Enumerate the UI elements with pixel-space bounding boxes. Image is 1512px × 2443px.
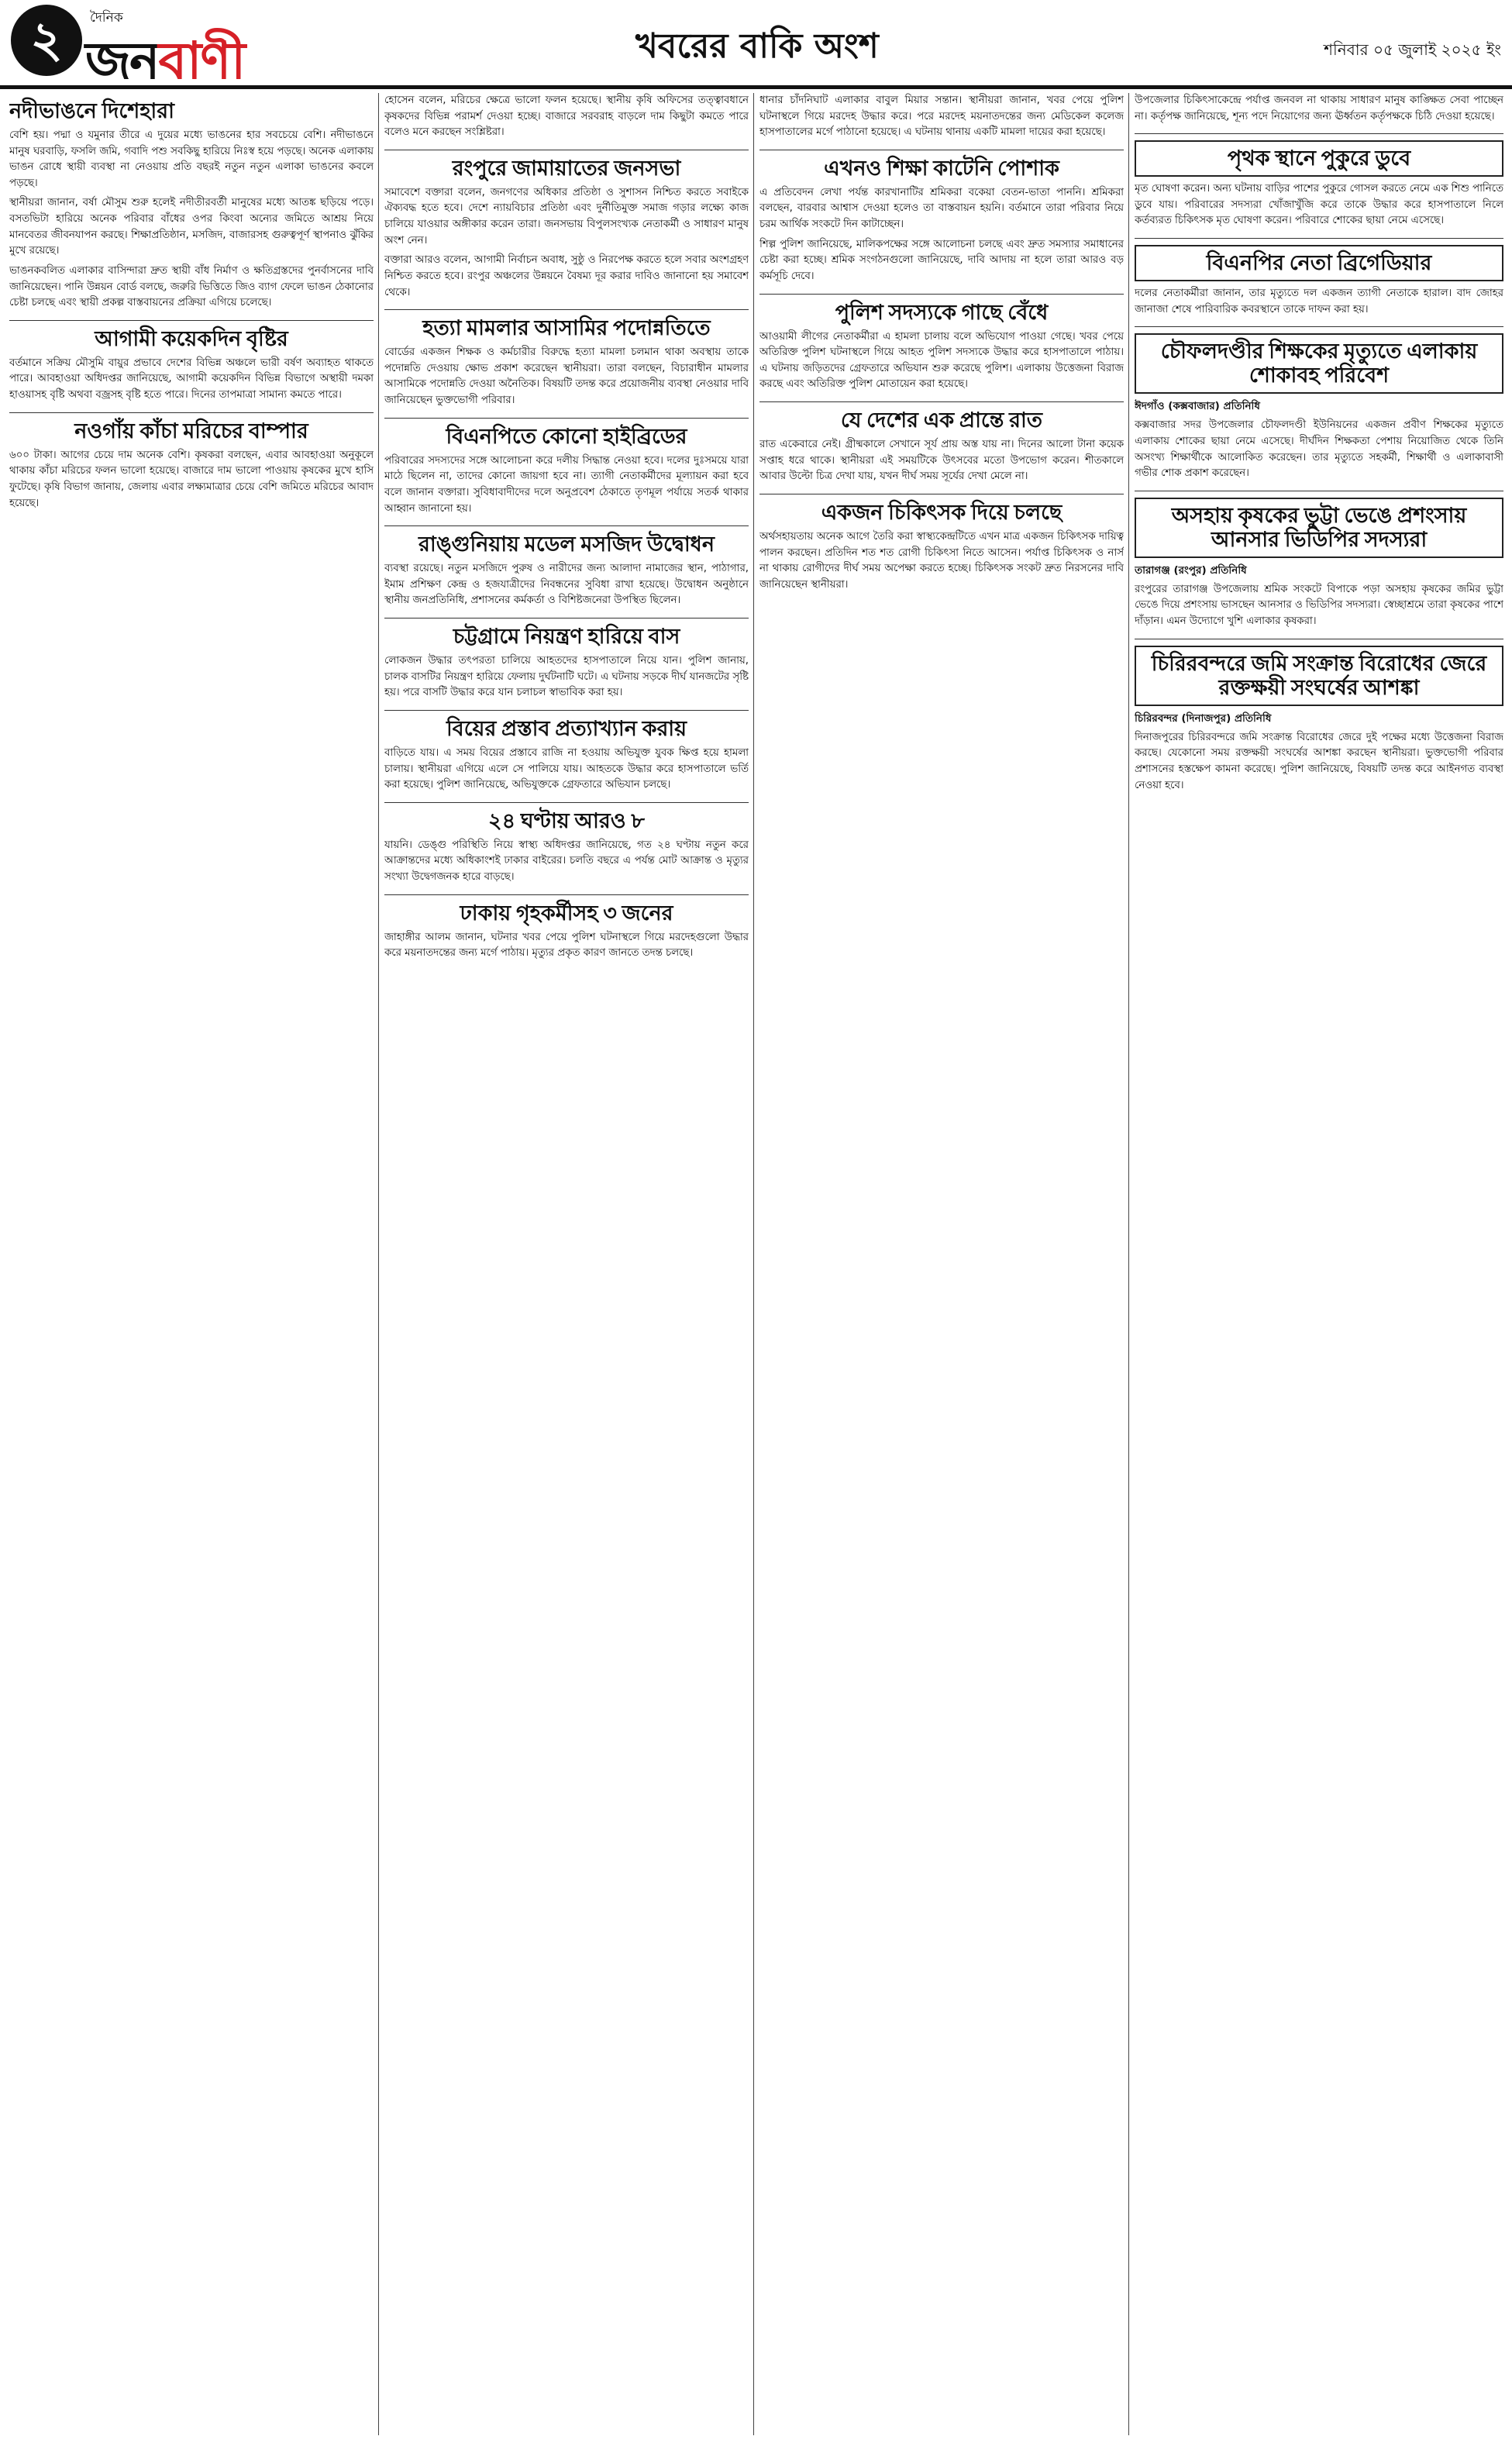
article-byline: তারাগঞ্জ (রংপুর) প্রতিনিধি — [1135, 563, 1247, 577]
column-2 — [384, 93, 749, 2435]
article-headline: পৃথক স্থানে পুকুরে ডুবে — [1135, 140, 1503, 177]
article-body: বাড়িতে যায়। এ সময় বিয়ের প্রস্তাবে রাজি না হওয়ায় অভিযুক্ত যুবক ক্ষিপ্ত হয়ে হামলা চালায়। স্থানীয়রা এগিয়ে এলে সে পালিয়ে যায়। আহতকে উদ্ধার করে হাসপাতালে ভর্তি করা হয়েছে। পুলিশ জানিয়েছে, অভিযুক্তকে গ্রেফতারে অভিযান চলছে। — [384, 746, 749, 791]
article-body: এ প্রতিবেদন লেখা পর্যন্ত কারখানাটির শ্রমিকরা বকেয়া বেতন-ভাতা পাননি। শ্রমিকরা বলছেন, বারবার আশ্বাস দেওয়া হলেও তা বাস্তবায়ন হয়নি। বর্তমানে তারা পরিবার নিয়ে চরম আর্থিক সংকটে দিন কাটাচ্ছেন। — [759, 186, 1124, 231]
daily-label: দৈনিক — [90, 10, 123, 26]
article-teacher-death — [1135, 333, 1503, 491]
column-divider — [1128, 93, 1129, 2435]
article-headline: ঢাকায় গৃহকর্মীসহ ৩ জনের — [460, 901, 673, 925]
article-dengue — [384, 809, 749, 895]
page-number: ২ — [11, 5, 82, 76]
column-divider — [753, 93, 754, 2435]
article-body: রংপুরের তারাগঞ্জ উপজেলায় শ্রমিক সংকটে বিপাকে পড়া অসহায় কৃষকের জমির ভুট্টা ভেঙে দিয়ে প্রশংসায় ভাসছেন আনসার ও ভিডিপির সদস্যরা। স্বেচ্ছাশ্রমে তারা কৃষকের পাশে দাঁড়ান। এমন উদ্যোগে খুশি এলাকার কৃষকরা। — [1135, 583, 1503, 628]
article-rain-forecast — [9, 327, 374, 413]
article-continuation — [384, 93, 749, 150]
article-bnp-hybrid — [384, 425, 749, 526]
article-headline: চিরিরবন্দরে জমি সংক্রান্ত বিরোধের জেরে রক্তক্ষয়ী সংঘর্ষের আশঙ্কা — [1135, 646, 1503, 706]
article-body: ধানার চাঁদনিঘাট এলাকার বাবুল মিয়ার সন্তান। স্থানীয়রা জানান, খবর পেয়ে পুলিশ ঘটনাস্থলে গিয়ে মরদেহ উদ্ধার করে। পরে মরদেহ ময়নাতদন্তের জন্য মেডিকেল কলেজ হাসপাতালের মর্গে পাঠানো হয়েছে। এ ঘটনায় থানায় একটি মামলা দায়ের করা হয়েছে। — [759, 95, 1124, 139]
article-ansar-vdp — [1135, 498, 1503, 639]
article-dhaka-deaths — [384, 901, 749, 970]
article-body: বক্তারা আরও বলেন, আগামী নির্বাচন অবাধ, সুষ্ঠু ও নিরপেক্ষ করতে হলে সবার অংশগ্রহণ নিশ্চিত করতে হবে। রংপুর অঞ্চলের উন্নয়নে বৈষম্য দূর করার দাবিও জানানো হয় সমাবেশ থেকে। — [384, 254, 749, 298]
article-byline: চিরিরবন্দর (দিনাজপুর) প্রতিনিধি — [1135, 712, 1272, 725]
article-bus-accident — [384, 625, 749, 711]
article-body: বর্তমানে সক্রিয় মৌসুমি বায়ুর প্রভাবে দেশের বিভিন্ন অঞ্চলে ভারী বর্ষণ অব্যাহত থাকতে পারে। আবহাওয়া অধিদপ্তর জানিয়েছে, আগামী কয়েকদিন বিভিন্ন বিভাগে অস্থায়ী দমকা হাওয়াসহ বৃষ্টি অথবা বজ্রসহ বৃষ্টি হতে পারে। দিনের তাপমাত্রা সামান্য কমতে পারে। — [9, 357, 374, 401]
article-rangpur-rally — [384, 157, 749, 310]
article-headline: ২৪ ঘণ্টায় আরও ৮ — [488, 808, 645, 832]
column-1 — [9, 93, 374, 2435]
article-headline: পুলিশ সদস্যকে গাছে বেঁধে — [835, 300, 1049, 324]
article-body: আওয়ামী লীগের নেতাকর্মীরা এ হামলা চালায় বলে অভিযোগ পাওয়া গেছে। খবর পেয়ে অতিরিক্ত পুলিশ ঘটনাস্থলে গিয়ে আহত পুলিশ সদস্যকে উদ্ধার করে হাসপাতালে পাঠায়। এ ঘটনায় জড়িতদের গ্রেফতারে অভিযান শুরু করেছে পুলিশ। এলাকায় উত্তেজনা বিরাজ করছে এবং অতিরিক্ত পুলিশ মোতায়েন করা হয়েছে। — [759, 330, 1124, 391]
article-body: ভাঙনকবলিত এলাকার বাসিন্দারা দ্রুত স্থায়ী বাঁধ নির্মাণ ও ক্ষতিগ্রস্তদের পুনর্বাসনের দাবি জানিয়েছেন। পানি উন্নয়ন বোর্ড বলছে, জরুরি ভিত্তিতে জিও ব্যাগ ফেলে ভাঙন ঠেকানোর চেষ্টা চলছে এবং স্থায়ী প্রকল্প বাস্তবায়নের প্রক্রিয়া এগিয়ে চলেছে। — [9, 264, 374, 309]
article-headline: নওগাঁয় কাঁচা মরিচের বাম্পার — [74, 419, 308, 443]
article-body: ৬০০ টাকা। আগের চেয়ে দাম অনেক বেশি। কৃষকরা বলছেন, এবার আবহাওয়া অনুকূলে থাকায় কাঁচা মরিচের ফলন ভালো হয়েছে। বাজারে দাম ভালো পাওয়ায় কৃষকের মুখে হাসি ফুটেছে। কৃষি বিভাগ জানায়, জেলায় এবার লক্ষ্যমাত্রার চেয়ে বেশি জমিতে মরিচের আবাদ হয়েছে। — [9, 449, 374, 509]
article-body: অর্থসহায়তায় অনেক আগে তৈরি করা স্বাস্থ্যকেন্দ্রটিতে এখন মাত্র একজন চিকিৎসক দায়িত্ব পালন করছেন। প্রতিদিন শত শত রোগী চিকিৎসা নিতে আসেন। পর্যাপ্ত চিকিৎসক ও নার্স না থাকায় রোগীদের দীর্ঘ সময় অপেক্ষা করতে হচ্ছে। চিকিৎসক সংকট দ্রুত নিরসনের দাবি জানিয়েছেন স্থানীয়রা। — [759, 530, 1124, 591]
article-body: কক্সবাজার সদর উপজেলার চৌফলদণ্ডী ইউনিয়নের একজন প্রবীণ শিক্ষকের মৃত্যুতে এলাকায় শোকের ছায়া নেমে এসেছে। দীর্ঘদিন শিক্ষকতা পেশায় নিয়োজিত থেকে তিনি অসংখ্য শিক্ষার্থীকে আলোকিত করেছেন। তার মৃত্যুতে সহকর্মী, শিক্ষার্থী ও এলাকাবাসী গভীর শোক প্রকাশ করেছেন। — [1135, 419, 1503, 480]
article-garment-workers — [759, 157, 1124, 295]
logo-part2: বাণী — [158, 30, 245, 91]
column-4 — [1135, 93, 1503, 2435]
article-headline: চৌফলদণ্ডীর শিক্ষকের মৃত্যুতে এলাকায় শোকাবহ পরিবেশ — [1135, 333, 1503, 394]
article-body: সমাবেশে বক্তারা বলেন, জনগণের অধিকার প্রতিষ্ঠা ও সুশাসন নিশ্চিত করতে সবাইকে ঐক্যবদ্ধ হতে হবে। দেশে ন্যায়বিচার প্রতিষ্ঠা এবং দুর্নীতিমুক্ত সমাজ গড়ার লক্ষ্যে কাজ চালিয়ে যাওয়ার অঙ্গীকার করেন তারা। জনসভায় বিপুলসংখ্যক নেতাকর্মী ও সাধারণ মানুষ অংশ নেন। — [384, 186, 749, 246]
article-body: জাহাঙ্গীর আলম জানান, ঘটনার খবর পেয়ে পুলিশ ঘটনাস্থলে গিয়ে মরদেহগুলো উদ্ধার করে ময়নাতদন্তের জন্য মর্গে পাঠায়। মৃত্যুর প্রকৃত কারণ জানতে তদন্ত চলছে। — [384, 931, 749, 960]
article-body: শিল্প পুলিশ জানিয়েছে, মালিকপক্ষের সঙ্গে আলোচনা চলছে এবং দ্রুত সমস্যার সমাধানের চেষ্টা করা হচ্ছে। শ্রমিক সংগঠনগুলো জানিয়েছে, দাবি আদায় না হলে তারা আরও বড় কর্মসূচি দেবে। — [759, 238, 1124, 282]
article-body: উপজেলার চিকিৎসাকেন্দ্রে পর্যাপ্ত জনবল না থাকায় সাধারণ মানুষ কাঙ্ক্ষিত সেবা পাচ্ছেন না। কর্তৃপক্ষ জানিয়েছে, শূন্য পদে নিয়োগের জন্য ঊর্ধ্বতন কর্তৃপক্ষকে চিঠি দেওয়া হয়েছে। — [1135, 95, 1503, 122]
article-body: হোসেন বলেন, মরিচের ক্ষেত্রে ভালো ফলন হয়েছে। স্থানীয় কৃষি অফিসের তত্ত্বাবধানে কৃষকদের বিভিন্ন পরামর্শ দেওয়া হচ্ছে। বাজারে সরবরাহ বাড়লে দাম কিছুটা কমতে পারে বলেও মনে করছেন সংশ্লিষ্টরা। — [384, 95, 749, 139]
article-pond-drowning — [1135, 140, 1503, 239]
article-headline: হত্যা মামলার আসামির পদোন্নতিতে — [422, 316, 711, 340]
article-headline: রাঙ্গুনিয়ায় মডেল মসজিদ উদ্বোধন — [418, 532, 715, 556]
article-body: দিনাজপুরের চিরিরবন্দরে জমি সংক্রান্ত বিরোধের জেরে দুই পক্ষের মধ্যে উত্তেজনা বিরাজ করছে। যেকোনো সময় রক্তক্ষয়ী সংঘর্ষের আশঙ্কা করছেন স্থানীয়রা। ভুক্তভোগী পরিবার প্রশাসনের হস্তক্ষেপ কামনা করেছে। পুলিশ জানিয়েছে, বিষয়টি তদন্ত করে আইনগত ব্যবস্থা নেওয়া হবে। — [1135, 731, 1503, 791]
column-3 — [759, 93, 1124, 2435]
article-headline: আগামী কয়েকদিন বৃষ্টির — [95, 326, 288, 350]
article-headline: নদীভাঙনে দিশেহারা — [9, 99, 174, 122]
article-headline: বিএনপিতে কোনো হাইব্রিডের — [446, 424, 687, 448]
masthead — [0, 0, 1512, 89]
article-chili-harvest — [9, 419, 374, 520]
column-divider — [378, 93, 379, 2435]
article-continuation — [1135, 93, 1503, 134]
article-night-country — [759, 408, 1124, 494]
article-marriage-proposal — [384, 717, 749, 803]
article-headline: বিএনপির নেতা ব্রিগেডিয়ার — [1135, 245, 1503, 281]
article-model-mosque — [384, 532, 749, 619]
article-body: স্থানীয়রা জানান, বর্ষা মৌসুম শুরু হলেই নদীতীরবর্তী মানুষের মধ্যে আতঙ্ক ছড়িয়ে পড়ে। বসতভিটা হারিয়ে অনেক পরিবার বাঁধের ওপর কিংবা অন্যের জমিতে আশ্রয় নিয়ে মানবেতর জীবনযাপন করছে। শিক্ষাপ্রতিষ্ঠান, মসজিদ, বাজারসহ গুরুত্বপূর্ণ স্থাপনাও ঝুঁকির মুখে রয়েছে। — [9, 197, 374, 257]
article-body: মৃত ঘোষণা করেন। অন্য ঘটনায় বাড়ির পাশের পুকুরে গোসল করতে নেমে এক শিশু পানিতে ডুবে যায়। পরিবারের সদস্যরা খোঁজাখুঁজি করে তাকে উদ্ধার করে হাসপাতালে নিলে কর্তব্যরত চিকিৎসক মৃত ঘোষণা করেন। পরিবারে শোকের ছায়া নেমে এসেছে। — [1135, 183, 1503, 227]
section-title: খবরের বাকি অংশ — [635, 26, 879, 66]
logo-part1: জন — [85, 30, 159, 91]
article-headline: চট্টগ্রামে নিয়ন্ত্রণ হারিয়ে বাস — [453, 624, 680, 648]
article-one-doctor — [759, 501, 1124, 601]
article-body: ব্যবস্থা রয়েছে। নতুন মসজিদে পুরুষ ও নারীদের জন্য আলাদা নামাজের স্থান, পাঠাগার, ইমাম প্রশিক্ষণ কেন্দ্র ও হজযাত্রীদের নিবন্ধনের সুবিধা রাখা হয়েছে। উদ্বোধন অনুষ্ঠানে স্থানীয় জনপ্রতিনিধি, প্রশাসনের কর্মকর্তা ও বিশিষ্টজনেরা উপস্থিত ছিলেন। — [384, 563, 749, 607]
article-headline: অসহায় কৃষকের ভুট্টা ভেঙে প্রশংসায় আনসার ভিডিপির সদস্যরা — [1135, 498, 1503, 558]
article-body: লোকজন উদ্ধার তৎপরতা চালিয়ে আহতদের হাসপাতালে নিয়ে যান। পুলিশ জানায়, চালক বাসটির নিয়ন্ত্রণ হারিয়ে ফেলায় দুর্ঘটনাটি ঘটে। এ ঘটনায় সড়কে দীর্ঘ যানজটের সৃষ্টি হয়। পরে বাসটি উদ্ধার করে যান চলাচল স্বাভাবিক করা হয়। — [384, 655, 749, 699]
article-body: যায়নি। ডেঙ্গু পরিস্থিতি নিয়ে স্বাস্থ্য অধিদপ্তর জানিয়েছে, গত ২৪ ঘণ্টায় নতুন করে আক্রান্তদের মধ্যে অধিকাংশই ঢাকার বাইরের। চলতি বছরে এ পর্যন্ত মোট আক্রান্ত ও মৃত্যুর সংখ্যা উদ্বেগজনক হারে বাড়ছে। — [384, 839, 749, 883]
article-police-tied — [759, 301, 1124, 402]
article-body: পরিবারের সদস্যদের সঙ্গে আলোচনা করে দলীয় সিদ্ধান্ত নেওয়া হবে। দলের দুঃসময়ে যারা মাঠে ছিলেন না, তাদের কোনো জায়গা হবে না। ত্যাগী নেতাকর্মীদের মূল্যায়ন করা হবে বলে জানান বক্তারা। সুবিধাবাদীদের দলে অনুপ্রবেশ ঠেকাতে তৃণমূল পর্যায়ে সতর্ক থাকার আহ্বান জানানো হয়। — [384, 454, 749, 515]
article-murder-accused-promotion — [384, 316, 749, 418]
article-headline: রংপুরে জামায়াতের জনসভা — [452, 156, 681, 180]
article-headline: বিয়ের প্রস্তাব প্রত্যাখ্যান করায় — [446, 716, 687, 740]
article-headline: এখনও শিক্ষা কাটেনি পোশাক — [824, 156, 1059, 180]
article-body: বোর্ডের একজন শিক্ষক ও কর্মচারীর বিরুদ্ধে হত্যা মামলা চলমান থাকা অবস্থায় তাকে পদোন্নতি দেওয়ায় ক্ষোভ প্রকাশ করেছেন স্থানীয়রা। তারা বলছেন, বিচারাধীন মামলার আসামিকে পদোন্নতি দেওয়া অনৈতিক। বিষয়টি তদন্ত করে প্রয়োজনীয় ব্যবস্থা নেওয়ার দাবি জানিয়েছেন ভুক্তভোগী পরিবার। — [384, 346, 749, 407]
article-byline: ঈদগাঁও (কক্সবাজার) প্রতিনিধি — [1135, 400, 1260, 413]
article-body: রাত একেবারে নেই। গ্রীষ্মকালে সেখানে সূর্য প্রায় অস্ত যায় না। দিনের আলো টানা কয়েক সপ্তাহ ধরে থাকে। স্থানীয়রা এই সময়টিকে উৎসবের মতো উপভোগ করেন। শীতকালে আবার উল্টো চিত্র দেখা যায়, যখন দীর্ঘ সময় সূর্যের দেখা মেলে না। — [759, 439, 1124, 483]
article-headline: যে দেশের এক প্রান্তে রাত — [840, 408, 1043, 432]
article-river-erosion — [9, 99, 374, 321]
article-bnp-brigadier — [1135, 245, 1503, 327]
article-body: দলের নেতাকর্মীরা জানান, তার মৃত্যুতে দল একজন ত্যাগী নেতাকে হারাল। বাদ জোহর জানাজা শেষে পারিবারিক কবরস্থানে তাকে দাফন করা হয়। — [1135, 288, 1503, 315]
article-continuation — [759, 93, 1124, 150]
issue-date: শনিবার ০৫ জুলাই ২০২৫ ইং — [1324, 40, 1501, 59]
article-land-dispute — [1135, 646, 1503, 802]
article-headline: একজন চিকিৎসক দিয়ে চলছে — [821, 500, 1063, 524]
article-body: বেশি হয়। পদ্মা ও যমুনার তীরে এ দুয়ের মধ্যে ভাঙনের হার সবচেয়ে বেশি। নদীভাঙনে মানুষ ঘরবাড়ি, ফসলি জমি, গবাদি পশু সবকিছু হারিয়ে নিঃস্ব হয়ে পড়ছে। অনেক এলাকায় ভাঙন রোধে স্থায়ী ব্যবস্থা না নেওয়ায় প্রতি বছরই নতুন নতুন এলাকা ভাঙনের কবলে পড়ছে। — [9, 129, 374, 189]
